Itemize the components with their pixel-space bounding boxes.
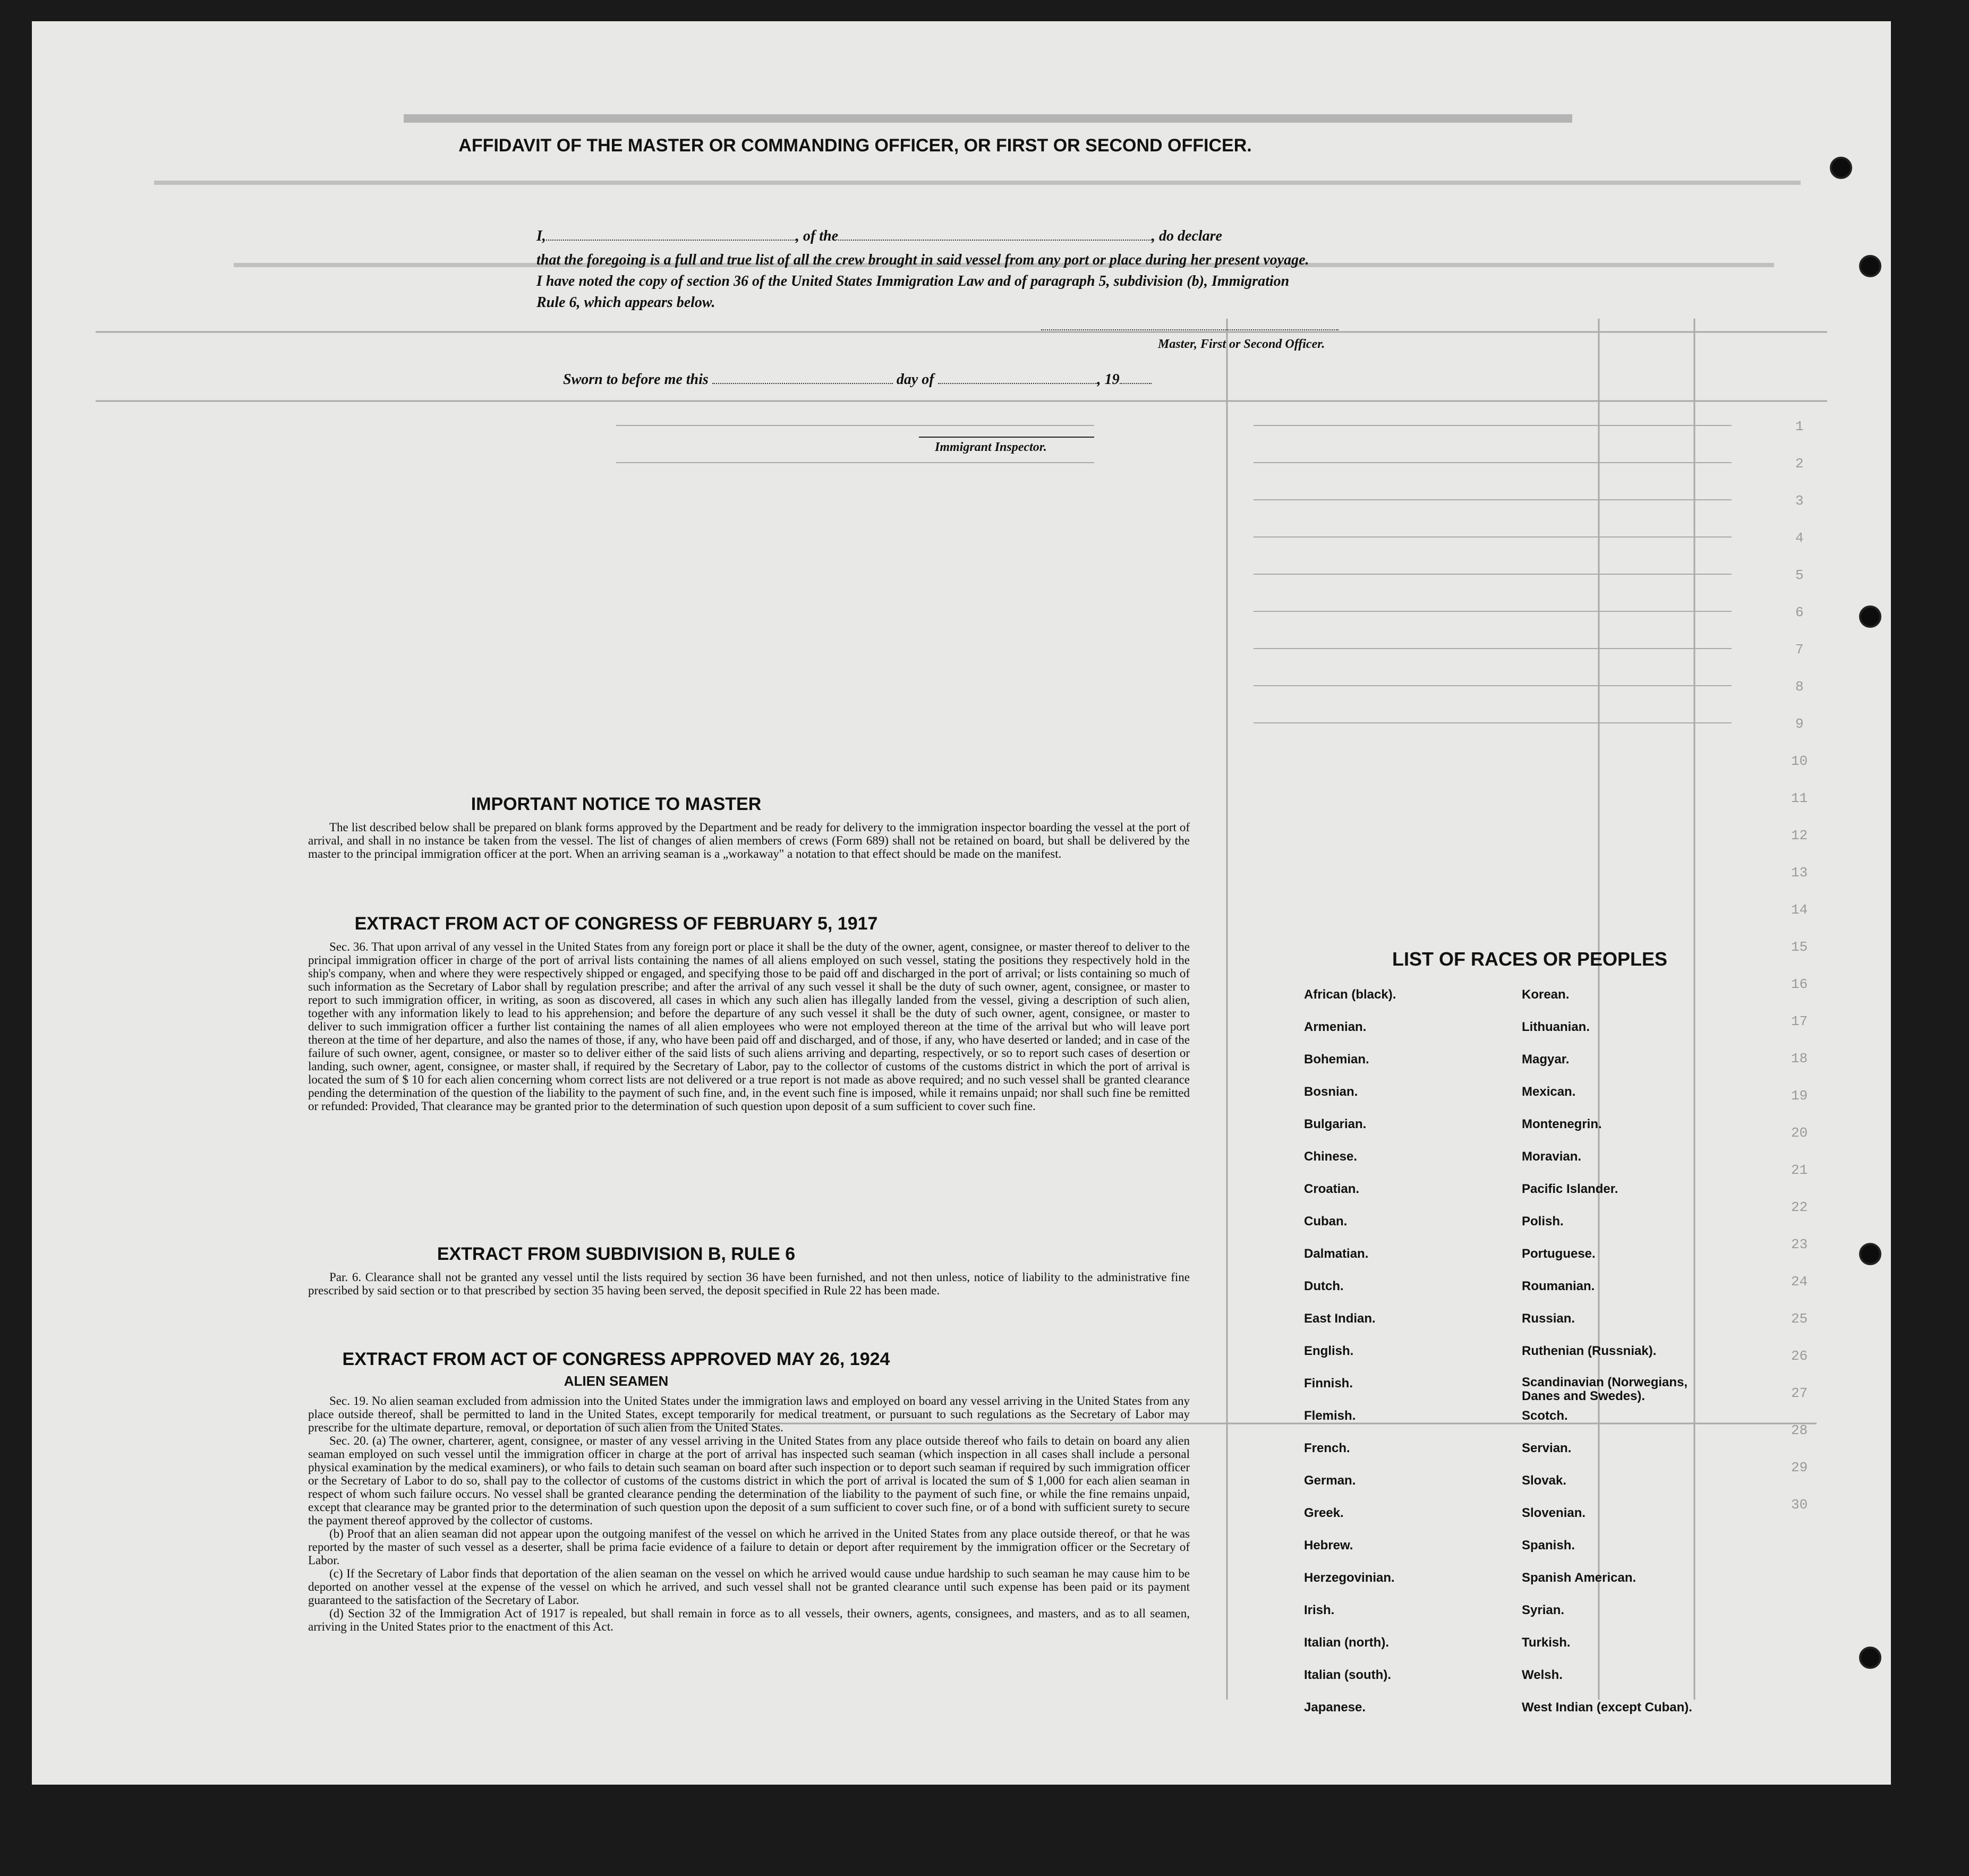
- svg-text:23: 23: [1791, 1237, 1808, 1252]
- sec-20c-paragraph: (c) If the Secretary of Labor finds that deportation of the alien seaman on the vessel on which he arrived would cause undue hardship to such seaman he may cause him to be deported on another vessel at the expense of the vessel on which he arrived, and such vessel shall not be granted clearance until such expense has been paid or its payment guaranteed to the satisfaction of the Secretary of Labor.: [308, 1567, 1190, 1607]
- affidavit-line-3: I have noted the copy of section 36 of the United States Immigration Law and of paragraph 5, subdivision (b), Immigration: [536, 273, 1290, 289]
- sec-20a-paragraph: Sec. 20. (a) The owner, charterer, agent, consignee, or master of any vessel arriving in the United States from any place outside thereof who fails to detain on board any alien seaman employed on such vessel until the immigration officer in charge at the port of arrival has inspected such seaman (which inspection in all cases shall include a personal physical examination by the medical examiners), or who fails to detain such seaman on board after such inspection or to deport such seaman if required by such immigration officer or the Secretary of Labor to do so, shall pay to the collector of customs of the customs district in which the port of arrival is located the sum of $ 1,000 for each alien seaman in respect of whom such failure occurs. No vessel shall be granted clearance pending the determination of the liability to the payment of such fine, or while the fine remains unpaid, except that clearance may be granted prior to the determination of such question upon the deposit of a sum sufficient to cover such fine, or of a bond with sufficient surety to secure the payment thereof approved by the collector of customs.: [308, 1434, 1190, 1527]
- race-entry: Spanish American.: [1522, 1571, 1636, 1585]
- vessel-blank[interactable]: [838, 228, 1152, 241]
- race-entry: Bohemian.: [1304, 1052, 1369, 1067]
- svg-text:1: 1: [1795, 419, 1804, 434]
- race-entry: Flemish.: [1304, 1409, 1356, 1423]
- notice-body: [308, 821, 1190, 860]
- affidavit-declare-label: , do declare: [1152, 228, 1222, 244]
- bleed-through-row-numbers: [1791, 419, 1808, 1513]
- race-entry: Bulgarian.: [1304, 1117, 1367, 1131]
- rule6-body: [308, 1270, 1190, 1297]
- binder-hole: [1859, 255, 1881, 277]
- svg-text:3: 3: [1795, 493, 1804, 509]
- notice-text: The list described below shall be prepared on blank forms approved by the Department and be ready for delivery to the immigration inspector boarding the vessel at the port of arrival, and shall in no instance be taken from the vessel. The list of changes of alien members of crews (Form 689) shall not be retained on board, but shall be delivered by the master to the principal immigration officer at the port. When an arriving seaman is a „workaway" a notation to that effect should be made on the manifest.: [308, 821, 1190, 860]
- svg-text:5: 5: [1795, 567, 1804, 583]
- race-entry: Slovak.: [1522, 1473, 1567, 1488]
- sworn-year-blank[interactable]: [1120, 371, 1152, 384]
- svg-text:27: 27: [1791, 1385, 1808, 1401]
- svg-text:19: 19: [1791, 1088, 1808, 1104]
- svg-text:21: 21: [1791, 1162, 1808, 1178]
- race-entry: Turkish.: [1522, 1635, 1571, 1650]
- affidavit-line-1: [536, 226, 1222, 247]
- race-entry: Moravian.: [1522, 1149, 1582, 1164]
- race-entry: Mexican.: [1522, 1085, 1576, 1099]
- affidavit-i-label: I,: [536, 228, 546, 244]
- race-entry: Cuban.: [1304, 1214, 1348, 1229]
- sworn-day-blank[interactable]: [712, 371, 893, 384]
- binder-hole: [1859, 1647, 1881, 1669]
- race-entry: Lithuanian.: [1522, 1020, 1590, 1034]
- master-label: Master, First or Second Officer.: [1158, 337, 1325, 351]
- svg-text:11: 11: [1791, 790, 1808, 806]
- races-right-column: [1522, 987, 1771, 1732]
- svg-text:6: 6: [1795, 604, 1804, 620]
- race-entry: Irish.: [1304, 1603, 1335, 1617]
- svg-text:22: 22: [1791, 1199, 1808, 1215]
- race-entry: Magyar.: [1522, 1052, 1570, 1067]
- svg-text:4: 4: [1795, 530, 1804, 546]
- alien-seamen-subheading: ALIEN SEAMEN: [564, 1373, 669, 1389]
- race-entry: Croatian.: [1304, 1182, 1360, 1196]
- svg-text:13: 13: [1791, 865, 1808, 881]
- affidavit-line-4: Rule 6, which appears below.: [536, 294, 715, 311]
- affidavit-of-the-label: , of the: [795, 228, 839, 244]
- race-entry: English.: [1304, 1344, 1354, 1358]
- race-entry: German.: [1304, 1473, 1356, 1488]
- notice-heading: IMPORTANT NOTICE TO MASTER: [471, 794, 762, 814]
- races-left-column: [1304, 987, 1559, 1732]
- rule6-heading: EXTRACT FROM SUBDIVISION B, RULE 6: [437, 1244, 796, 1264]
- race-entry: Syrian.: [1522, 1603, 1565, 1617]
- binder-hole: [1859, 606, 1881, 628]
- extract-1924-body: [308, 1394, 1190, 1633]
- extract-1917-text: Sec. 36. That upon arrival of any vessel in the United States from any foreign port or place it shall be the duty of the owner, agent, consignee, or master thereof to deliver to the principal immigration officer in charge of the port of arrival lists containing the names of all aliens employed on such vessel, stating the positions they respectively hold in the ship's company, when and where they were respectively shipped or engaged, and specifying those to be paid off and discharged in the port of arrival; or lists containing so much of such information as the Secretary of Labor shall by regulation prescribe; and after the arrival of any such vessel it shall be the duty of such owner, agent, consignee, or master to report to such immigration officer, in writing, as soon as discovered, all cases in which any such alien has illegally landed from the vessel, giving a description of such alien, together with any information likely to lead to his apprehension; and before the departure of any such vessel it shall be the duty of such owner, agent, consignee, or master to deliver to such immigration officer a further list containing the names of all alien employees who were not employed thereon at the time of the arrival but who will leave port thereon at the time of her departure, and also the names of those, if any, who have been paid off and discharged, and of those, if any, who have deserted or landed; and in case of the failure of such owner, agent, consignee, or master so to deliver either of the said lists of such aliens arriving and departing, respectively, or so to report such cases of desertion or landing, such owner, agent, consignee, or master shall, if required by the Secretary of Labor, pay to the collector of customs of the customs district in which the port of arrival is located the sum of $ 10 for each alien concerning whom correct lists are not delivered or a true report is not made as above required; and no such vessel shall be granted clearance pending the determination of the question of the liability to the payment of such fine, and, in the event such fine is imposed, while it remains unpaid; nor shall such fine be remitted or refunded: Provided, That clearance may be granted prior to the determination of such question upon deposit of a sum sufficient to cover such fine.: [308, 940, 1190, 1113]
- svg-text:16: 16: [1791, 976, 1808, 992]
- svg-text:7: 7: [1795, 642, 1804, 658]
- svg-text:15: 15: [1791, 939, 1808, 955]
- year-prefix-label: , 19: [1097, 371, 1120, 388]
- sworn-line: [563, 369, 1152, 390]
- binder-hole: [1859, 1243, 1881, 1265]
- svg-text:20: 20: [1791, 1125, 1808, 1141]
- race-entry: Italian (south).: [1304, 1668, 1391, 1682]
- race-entry: Italian (north).: [1304, 1635, 1389, 1650]
- extract-1917-body: [308, 940, 1190, 1113]
- extract-1924-heading: EXTRACT FROM ACT OF CONGRESS APPROVED MAY 26, 1924: [342, 1349, 890, 1369]
- race-entry: Russian.: [1522, 1311, 1575, 1326]
- race-entry: Herzegovinian.: [1304, 1571, 1395, 1585]
- sec-20b-paragraph: (b) Proof that an alien seaman did not appear upon the outgoing manifest of the vessel on which he arrived in the United States from any place outside thereof, or that he was reported by the master of such vessel as a deserter, shall be prima facie evidence of a failure to detain or deport after requirement by the immigration officer or the Secretary of Labor.: [308, 1527, 1190, 1567]
- race-entry: African (black).: [1304, 987, 1396, 1002]
- race-entry: Hebrew.: [1304, 1538, 1353, 1553]
- day-of-label: day of: [896, 371, 934, 388]
- race-entry: Pacific Islander.: [1522, 1182, 1618, 1196]
- sec-19-paragraph: Sec. 19. No alien seaman excluded from admission into the United States under the immigration laws and employed on board any vessel arriving in the United States from any place outside thereof, shall be permitted to land in the United States, except temporarily for medical treatment, or pursuant to such regulations as the Secretary of Labor may prescribe for the ultimate departure, removal, or deportation of such alien from the United States.: [308, 1394, 1190, 1434]
- binder-hole: [1830, 157, 1852, 179]
- race-entry: Slovenian.: [1522, 1506, 1586, 1520]
- race-entry: Japanese.: [1304, 1700, 1366, 1715]
- svg-text:30: 30: [1791, 1497, 1808, 1513]
- race-entry: French.: [1304, 1441, 1350, 1455]
- race-entry: Polish.: [1522, 1214, 1564, 1229]
- sworn-month-blank[interactable]: [938, 371, 1097, 384]
- svg-text:24: 24: [1791, 1274, 1808, 1290]
- race-entry: Roumanian.: [1522, 1279, 1595, 1293]
- sec-20d-paragraph: (d) Section 32 of the Immigration Act of 1917 is repealed, but shall remain in force as to all vessels, their owners, agents, consignees, and masters, and as to all seamen, arriving in the United States prior to the enactment of this Act.: [308, 1607, 1190, 1633]
- rule6-text: Par. 6. Clearance shall not be granted any vessel until the lists required by section 36 have been furnished, and not then unless, notice of liability to the administrative fine prescribed by said section or to that prescribed by section 35 having been served, the deposit specified in Rule 22 has been made.: [308, 1270, 1190, 1297]
- affidavit-title: AFFIDAVIT OF THE MASTER OR COMMANDING OFFICER, OR FIRST OR SECOND OFFICER.: [458, 135, 1252, 156]
- svg-text:29: 29: [1791, 1460, 1808, 1476]
- svg-text:10: 10: [1791, 753, 1808, 769]
- svg-text:26: 26: [1791, 1348, 1808, 1364]
- race-entry: Bosnian.: [1304, 1085, 1358, 1099]
- race-entry: Servian.: [1522, 1441, 1572, 1455]
- race-entry: Dalmatian.: [1304, 1247, 1369, 1261]
- svg-text:25: 25: [1791, 1311, 1808, 1327]
- race-entry: Montenegrin.: [1522, 1117, 1602, 1131]
- svg-text:2: 2: [1795, 456, 1804, 472]
- race-entry: Armenian.: [1304, 1020, 1367, 1034]
- svg-text:14: 14: [1791, 902, 1808, 918]
- extract-1917-heading: EXTRACT FROM ACT OF CONGRESS OF FEBRUARY 5, 1917: [354, 914, 878, 934]
- master-signature-line[interactable]: [1041, 329, 1339, 330]
- races-heading: LIST OF RACES OR PEOPLES: [1392, 948, 1668, 970]
- sworn-before-label: Sworn to before me this: [563, 371, 709, 388]
- race-entry: West Indian (except Cuban).: [1522, 1700, 1692, 1715]
- race-entry: Scandinavian (Norwegians, Danes and Swedes).: [1522, 1375, 1688, 1403]
- svg-text:12: 12: [1791, 828, 1808, 843]
- race-entry: Ruthenian (Russniak).: [1522, 1344, 1657, 1358]
- race-entry: Korean.: [1522, 987, 1570, 1002]
- race-entry: Chinese.: [1304, 1149, 1358, 1164]
- document-page: [32, 21, 1891, 1785]
- race-entry: Greek.: [1304, 1506, 1344, 1520]
- race-entry: Dutch.: [1304, 1279, 1344, 1293]
- svg-text:9: 9: [1795, 716, 1804, 732]
- svg-text:18: 18: [1791, 1051, 1808, 1067]
- race-entry: Finnish.: [1304, 1376, 1353, 1391]
- svg-text:28: 28: [1791, 1422, 1808, 1438]
- svg-text:17: 17: [1791, 1013, 1808, 1029]
- bleed-through-entries: [616, 425, 1732, 723]
- race-entry: Welsh.: [1522, 1668, 1563, 1682]
- race-entry: Portuguese.: [1522, 1247, 1596, 1261]
- race-entry: Scotch.: [1522, 1409, 1568, 1423]
- affidavit-line-2: that the foregoing is a full and true list of all the crew brought in said vessel from any port or place during her present voyage.: [536, 252, 1309, 268]
- race-entry: East Indian.: [1304, 1311, 1376, 1326]
- svg-text:8: 8: [1795, 679, 1804, 695]
- inspector-label: Immigrant Inspector.: [935, 440, 1047, 454]
- name-blank[interactable]: [546, 228, 796, 241]
- race-entry: Spanish.: [1522, 1538, 1575, 1553]
